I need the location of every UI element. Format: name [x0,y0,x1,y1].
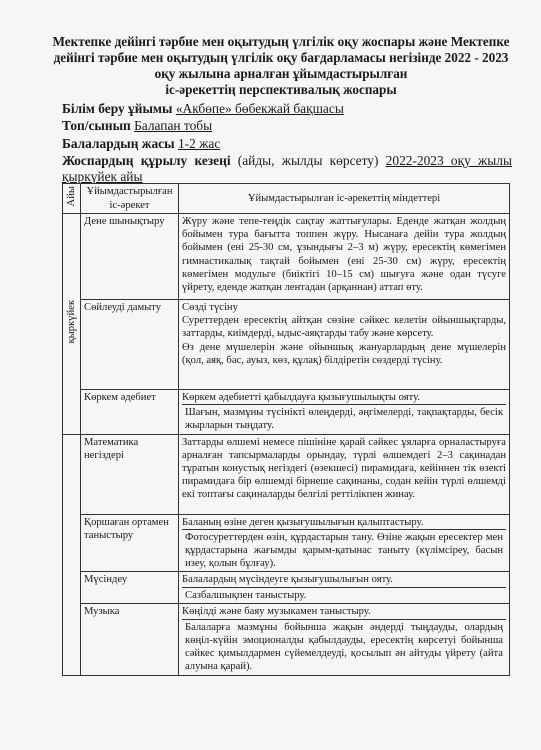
activity-cell: Қоршаған ортамен таныстыру [81,514,179,572]
plan-table [62,183,510,676]
period-hint: (айды, жылды көрсету) [237,153,379,168]
activity-cell: Сөйлеуді дамыту [81,300,179,390]
group-value: Балапан тобы [134,118,213,133]
month-cell: қыркүйек [63,214,81,435]
activity-cell: Мүсіндеу [81,572,179,604]
tasks-cell: Көңілді және баяу музыкамен таныстыру. Балаларға мазмұны бойынша жақын әндерді тыңдауды, олардың көңіл-күйін эмоционалды қабылдауды, ересектің көрсетуі бойынша сәйкес қимылдармен сүйемелдеуді, қосылып ән айтуды үйрету (айта алуына қарай). [179,604,510,676]
activity-cell: Музыка [81,604,179,676]
organization-label: Білім беру ұйымы [62,101,173,116]
table-row [63,300,510,390]
table-row [63,434,510,514]
tasks-cell: Баланың өзіне деген қызығушылығын қалыптастыру. Фотосуреттерден өзін, құрдастарын тану. Өзіне жақын ересектер мен құрдастарына жағымды қарым-қатынас таныту (күлімсіреу, басын изеу, қолын бұлғау). [179,514,510,572]
tasks-cell: Сөзді түсіну Суреттерден ересектің айтқан сөзіне сәйкес келетін ойыншықтарды, заттарды, киімдерді, ыдыс-аяқтарды табу және көрсету. Өз дене мүшелерін және ойыншық жануарлардың дене мүшелерін (қол, аяқ, бас, ауыз, көз, құлақ) білдіретін сөздерді түсіну. [179,300,510,390]
table-row [63,214,510,300]
group-label: Топ/сынып [62,118,131,133]
title-line-3: оқу жылына арналған ұйымдастырылған [154,66,408,81]
month-cell-empty [63,434,81,676]
tasks-cell: Көркем әдебиетті қабылдауға қызығушылықты ояту. Шағын, мазмұны түсінікті өлеңдерді, әңгімелерді, тақпақтарды, бесік жырларын тыңдату. [179,390,510,435]
activity-cell: Көркем әдебиет [81,390,179,435]
header-activity: Ұйымдастырылған іс-әрекет [81,184,179,214]
organization-value: «Акбөпе» бөбекжай бақшасы [175,101,344,116]
organization-line [62,101,512,117]
tasks-cell: Заттарды өлшемі немесе пішініне қарай сәйкес ұяларға орналастыруға арналған тапсырмаларды орындау, түрлі өлшемдегі 2–3 сақинадан тұратын конустық негіздегі (өзекшесі) пирамидаға, кейіннен тік өзекті пирамидаға бір өлшемді бірнеше сақинаны, содан кейін түрлі өлшемді екі топтағы сақиналарды белгілі реттілікпен жинау. [179,434,510,514]
tasks-cell: Жүру және тепе-теңдік сақтау жаттығулары. Еденде жатқан жолдың бойымен тура бағытта топпен жүру. Нысанаға дейін тура жолдың бойымен (ені 25-30 см, ұзындығы 2–3 м) жүру, ересектің көмегімен гимнастикалық тақтай бойымен (ені 25-30 см) жүру, ересектің көмегімен модульге (биіктігі 10–15 см) шығуға және одан түсуге үйрету, еденде жатқан лентадан (арқаннан) аттап өту. [179,214,510,300]
table-row [63,604,510,676]
title-line-4: іс-әрекеттің перспективалық жоспары [165,82,397,97]
period-label: Жоспардың құрылу кезеңі [62,153,231,168]
title-line-1: Мектепке дейінгі тәрбие мен оқытудың үлгілік оқу жоспары және Мектепке [52,34,510,49]
table-row [63,572,510,604]
header-month: Айы [63,184,81,214]
table-header-row [63,184,510,214]
age-label: Балалардың жасы [62,136,175,151]
activity-cell: Дене шынықтыру [81,214,179,300]
title-line-2: дейінгі тәрбие мен оқытудың үлгілік оқу бағдарламасы негізінде 2022 - 2023 [53,50,509,65]
group-line [62,118,512,134]
period-value: 2022-2023 оқу жылы [385,153,512,168]
activity-cell: Математика негіздері [81,434,179,514]
age-value: 1-2 жас [177,136,221,151]
age-line [62,136,512,152]
tasks-cell: Балалардың мүсіндеуге қызығушылығын ояту. Сазбалшықпен таныстыру. [179,572,510,604]
table-row [63,514,510,572]
period-month: қыркүйек айы [62,169,143,184]
header-tasks: Ұйымдастырылған іс-әрекеттің міндеттері [179,184,510,214]
period-line [62,153,512,169]
document-title [50,34,512,98]
table-row [63,390,510,435]
